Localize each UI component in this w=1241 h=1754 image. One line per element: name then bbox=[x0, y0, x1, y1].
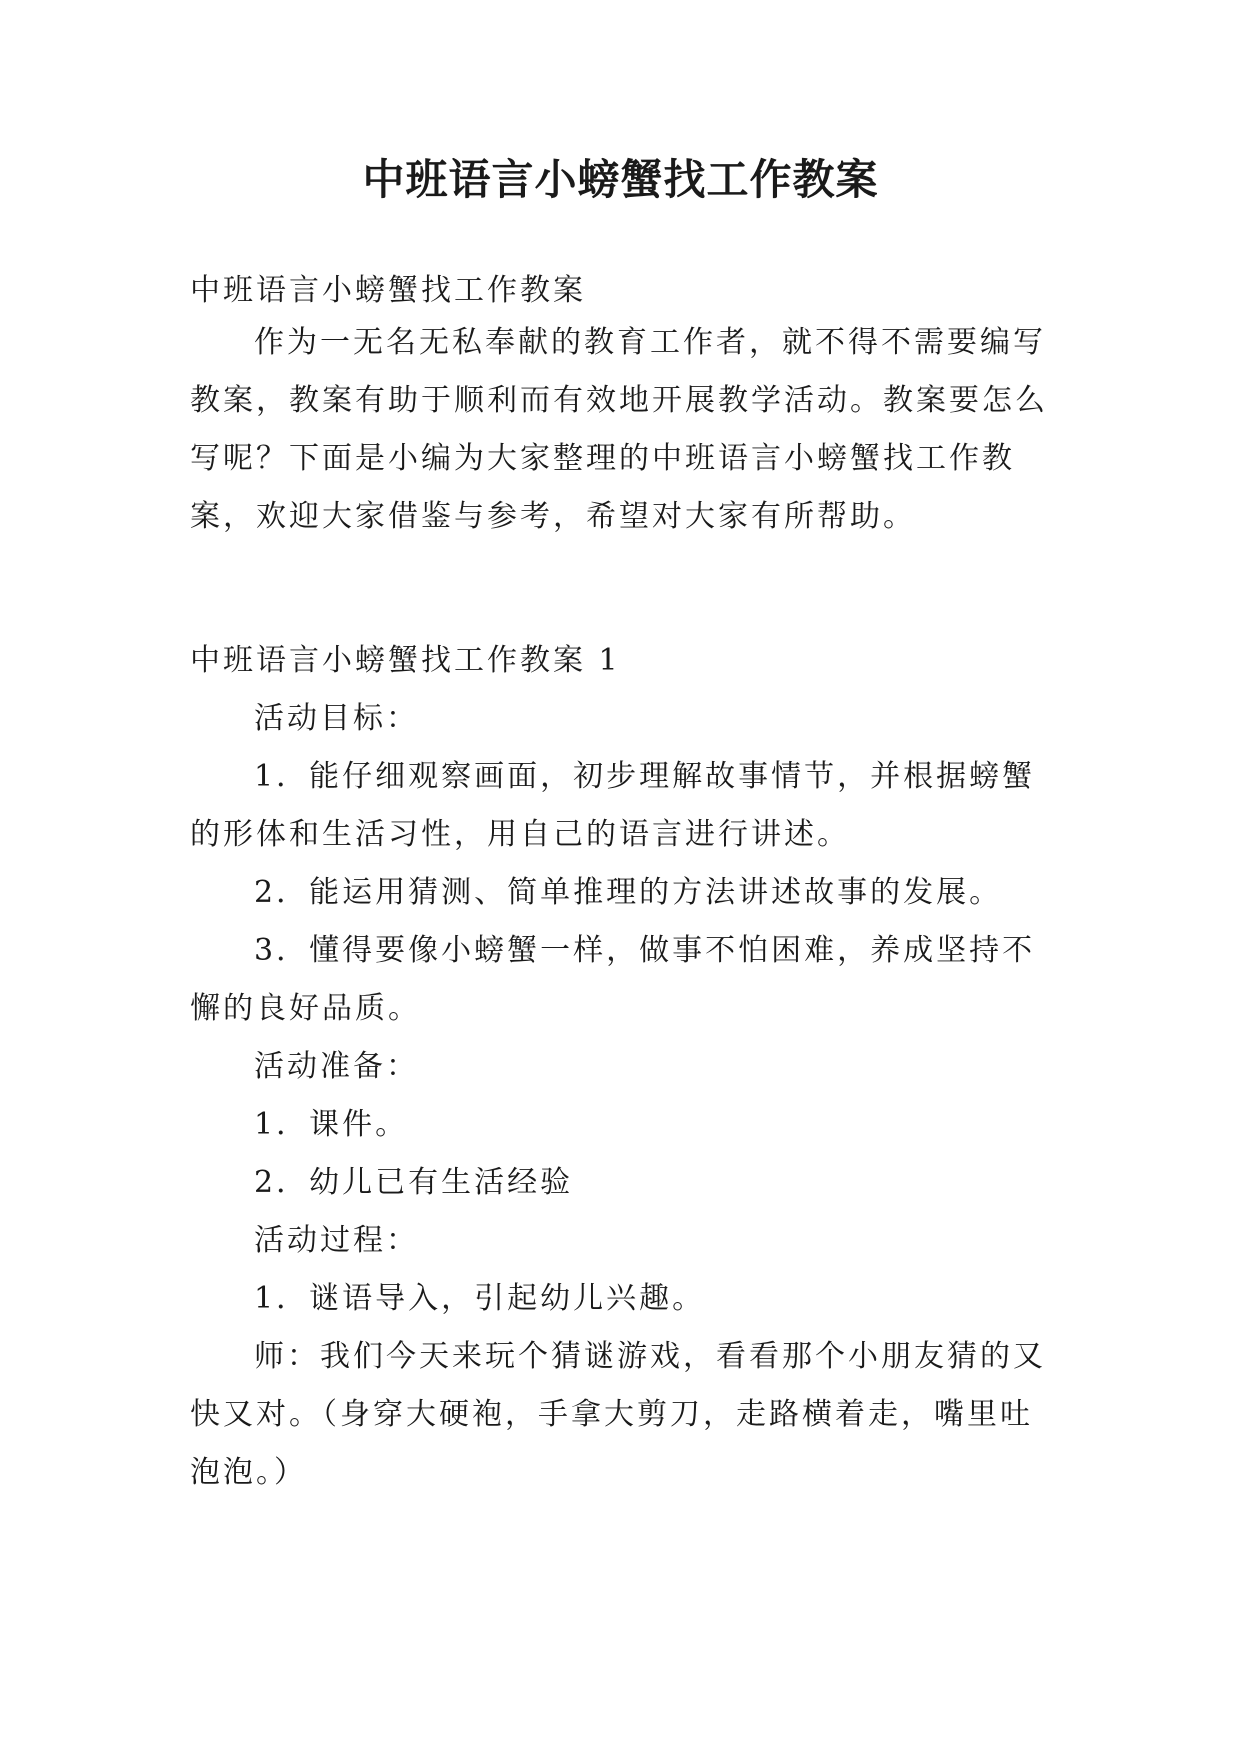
paragraph: 师：我们今天来玩个猜谜游戏，看看那个小朋友猜的又快又对。（身穿大硬袍，手拿大剪刀，走路横着走，嘴里吐泡泡。） bbox=[190, 1339, 1046, 1490]
section-body bbox=[190, 690, 1050, 1502]
paragraph: 活动准备： bbox=[254, 1049, 419, 1084]
paragraph: 1．课件。 bbox=[254, 1107, 409, 1142]
document-title: 中班语言小螃蟹找工作教案 bbox=[362, 155, 879, 204]
paragraph: 2．能运用猜测、简单推理的方法讲述故事的发展。 bbox=[254, 875, 1003, 910]
paragraph: 1．谜语导入，引起幼儿兴趣。 bbox=[254, 1281, 706, 1316]
paragraph: 活动过程： bbox=[254, 1223, 419, 1258]
paragraph: 活动目标： bbox=[254, 701, 419, 736]
intro-paragraph: 作为一无名无私奉献的教育工作者，就不得不需要编写教案，教案有助于顺利而有效地开展教学活动。教案要怎么写呢？下面是小编为大家整理的中班语言小螃蟹找工作教案，欢迎大家借鉴与参考，希望对大家有所帮助。 bbox=[190, 325, 1048, 534]
paragraph: 3．懂得要像小螃蟹一样，做事不怕困难，养成坚持不懈的良好品质。 bbox=[190, 933, 1036, 1026]
paragraph: 2．幼儿已有生活经验 bbox=[254, 1165, 574, 1200]
section-heading: 中班语言小螃蟹找工作教案 1 bbox=[190, 643, 621, 678]
intro-heading: 中班语言小螃蟹找工作教案 bbox=[190, 273, 586, 308]
paragraph: 1．能仔细观察画面，初步理解故事情节，并根据螃蟹的形体和生活习性，用自己的语言进行讲述。 bbox=[190, 759, 1036, 852]
